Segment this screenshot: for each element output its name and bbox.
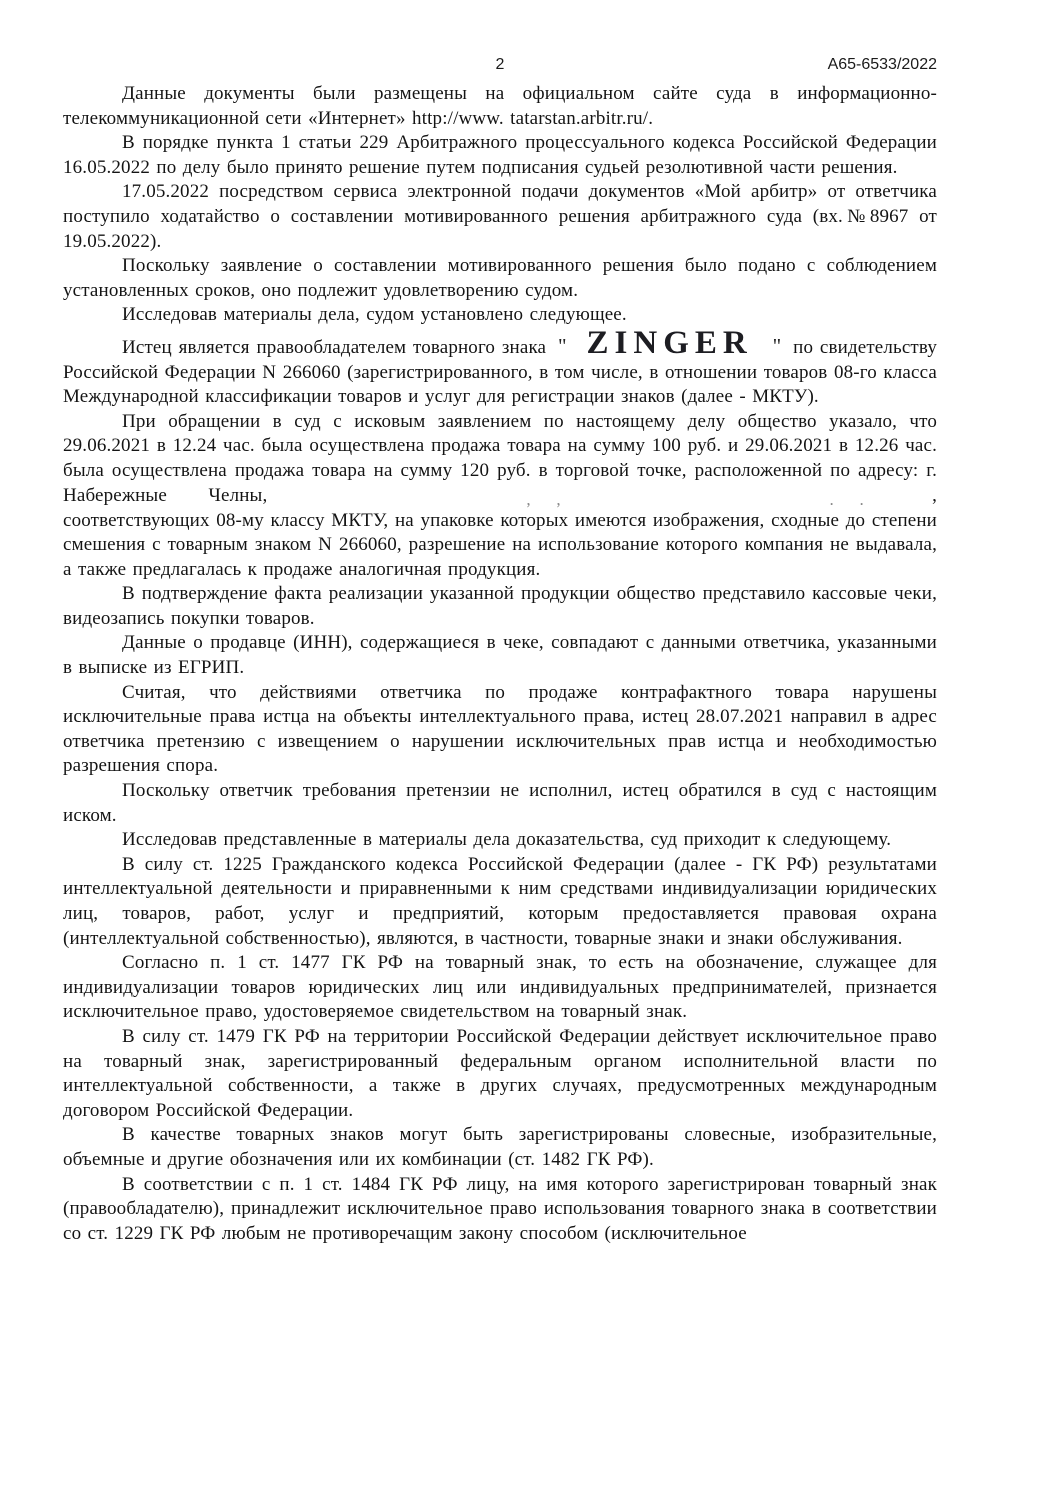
paragraph-text: Исследовав представленные в материалы дела доказательства, суд приходит к следующему. — [122, 829, 892, 851]
paragraph — [63, 1123, 937, 1172]
paragraph — [63, 324, 937, 410]
redacted-text — [309, 491, 729, 509]
paragraph-text: Согласно п. 1 ст. 1477 ГК РФ на товарный знак, то есть на обозначение, служащее для индивидуализации товаров юридических лиц или индивидуальных предпринимателей, признается исключительное право, удостоверяемое свидетельством на товарный знак. — [63, 952, 937, 1023]
paragraph-text: В качестве товарных знаков могут быть зарегистрированы словесные, изобразительные, объемные и другие обозначения или их комбинации (ст. 1482 ГК РФ). — [63, 1124, 937, 1170]
paragraph — [63, 180, 937, 254]
paragraph-text: Исследовав материалы дела, судом установлено следующее. — [122, 304, 627, 326]
paragraph-text: В соответствии с п. 1 ст. 1484 ГК РФ лицу, на имя которого зарегистрирован товарный знак (правообладателю), принадлежит исключительное право использования товарного знака в соответствии со ст. 1229 ГК РФ любым не противоречащим закону способом (исключительное — [63, 1173, 937, 1244]
redacted-text — [771, 491, 891, 509]
paragraph-text: Данные документы были размещены на официальном сайте суда в информационно-телекоммуникационной сети «Интернет» http://www. tatarstan.arbitr.ru/. — [63, 83, 937, 129]
redaction-artifact: . . — [829, 489, 874, 509]
paragraph-text: Данные о продавце (ИНН), содержащиеся в чеке, совпадают с данными ответчика, указанными в выписке из ЕГРИП. — [63, 632, 937, 679]
paragraph-text: При обращении в суд с исковым заявлением по настоящему делу общество указало, что 29.06.2021 в 12.24 час. была осуществлена продажа товара на сумму 100 руб. и 29.06.2021 в 12.26 час. была осуществлена продажа товара на сумму 120 руб. в торговой точке, расположенной по адресу: г. Набережные Челны, — [63, 410, 937, 506]
paragraph-text: В силу ст. 1479 ГК РФ на территории Российской Федерации действует исключительное право на товарный знак, зарегистрированный федеральным органом исполнительной власти по интеллектуальной собственности, а также в других случаях, предусмотренных международным договором Российской Федерации. — [63, 1025, 937, 1121]
paragraph-text: Поскольку ответчик требования претензии не исполнил, истец обратился в суд с настоящим иском. — [63, 780, 937, 826]
paragraph — [63, 828, 937, 853]
paragraph-text: , соответствующих 08-му классу МКТУ, на упаковке которых имеются изображения, сходные до степени смешения с товарным знаком N 266060, разрешение на использование которого компания не выдавала, а также предлагалась к продаже аналогичная продукция. — [63, 484, 937, 580]
paragraph-text: Поскольку заявление о составлении мотивированного решения было подано с соблюдением установленных сроков, оно подлежит удовлетворению судом. — [63, 255, 937, 301]
redaction-artifact: , , — [526, 489, 571, 509]
paragraph — [63, 131, 937, 180]
paragraph — [63, 410, 937, 583]
quote-mark: " — [772, 333, 782, 358]
page-header — [63, 56, 937, 74]
paragraph-text: В силу ст. 1225 Гражданского кодекса Российской Федерации (далее - ГК РФ) результатами интеллектуальной деятельности и приравненными к ним средствами индивидуализации юридических лиц, товаров, работ, услуг и предприятий, которым предоставляется правовая охрана (интеллектуальной собственностью), являются, в частности, товарные знаки и знаки обслуживания. — [63, 853, 937, 949]
paragraph-text: Истец является правообладателем товарного знака — [122, 336, 547, 358]
paragraph — [63, 951, 937, 1025]
paragraph — [63, 1025, 937, 1123]
page-number: 2 — [495, 56, 505, 73]
paragraph-text: В порядке пункта 1 статьи 229 Арбитражного процессуального кодекса Российской Федерации 16.05.2022 по делу было принято решение путем подписания судьей резолютивной части решения. — [63, 132, 937, 178]
paragraph-text: В подтверждение факта реализации указанной продукции общество представило кассовые чеки, видеозапись покупки товаров. — [63, 583, 937, 629]
paragraph-text: Считая, что действиями ответчика по продаже контрафактного товара нарушены исключительные права истца на объекты интеллектуального права, истец 28.07.2021 направил в адрес ответчика претензию с извещением о нарушении исключительных прав истца и необходимостью разрешения спора. — [63, 681, 937, 777]
paragraph — [63, 779, 937, 828]
quote-mark: " — [557, 333, 567, 358]
document-body — [63, 82, 937, 1246]
paragraph — [63, 303, 937, 328]
case-number: А65-6533/2022 — [827, 56, 937, 73]
paragraph — [63, 681, 937, 779]
paragraph — [63, 82, 937, 131]
paragraph — [63, 1173, 937, 1247]
trademark-zinger: ZINGER — [586, 324, 753, 361]
paragraph — [63, 582, 937, 631]
paragraph — [63, 631, 937, 680]
paragraph-text: 17.05.2022 посредством сервиса электронной подачи документов «Мой арбитр» от ответчика поступило ходатайство о составлении мотивированного решения арбитражного суда (вх.№8967 от 19.05.2022). — [63, 181, 937, 252]
paragraph — [63, 853, 937, 951]
paragraph — [63, 254, 937, 303]
paragraph-text: по свидетельству Российской Федерации N 266060 (зарегистрированного, в том числе, в отношении товаров 08-го класса Международной классификации товаров и услуг для регистрации знаков (далее - МКТУ). — [63, 336, 937, 408]
